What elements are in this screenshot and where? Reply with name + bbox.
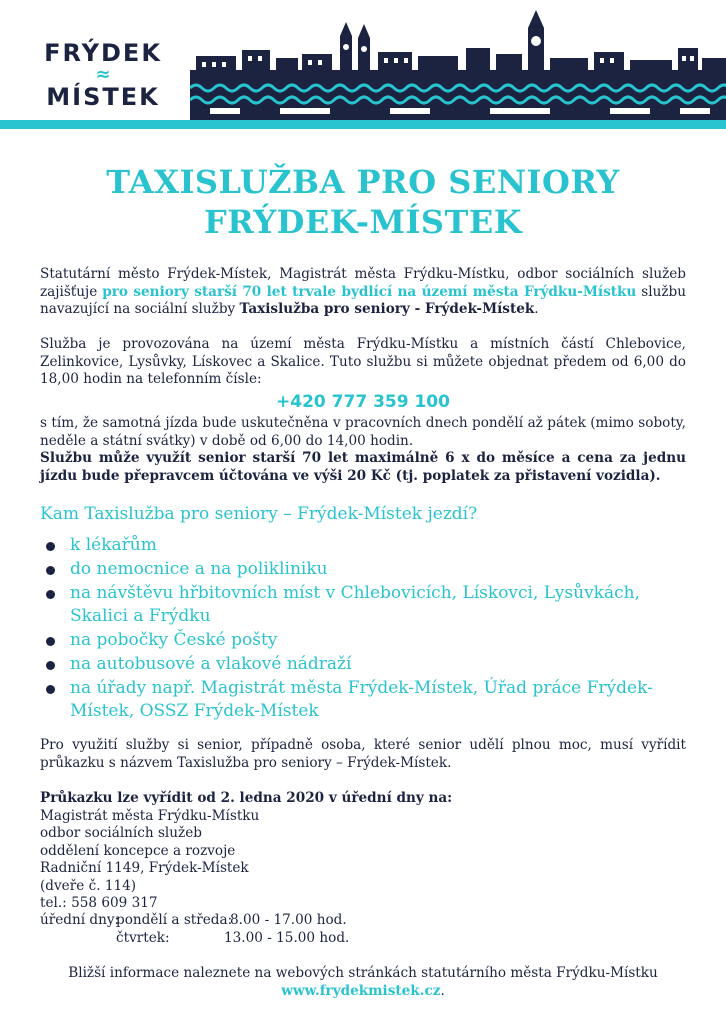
bullet-icon — [46, 542, 55, 551]
intro-text-2: službu navazující na sociální služby — [40, 283, 686, 317]
city-logo — [38, 40, 168, 110]
eligibility-highlight: pro seniory starší 70 let trvale bydlící na území města Frýdku-Místku — [102, 283, 637, 300]
list-item-text: do nemocnice a na polikliniku — [70, 559, 328, 579]
bullet-icon — [46, 566, 55, 575]
list-item-text: na úřady např. Magistrát města Frýdek-Místek, Úřad práce Frýdek-Místek, OSSZ Frýdek-Místek — [70, 678, 653, 721]
list-item-text: na autobusové a vlakové nádraží — [70, 654, 352, 674]
website-link[interactable]: www.frydekmistek.cz — [281, 983, 441, 999]
list-item-text: k lékařům — [70, 535, 157, 555]
list-item-text: na pobočky České pošty — [70, 630, 278, 650]
office-line: (dveře č. 114) — [40, 877, 137, 894]
hours-row — [40, 912, 347, 930]
phone-number: +420 777 359 100 — [276, 392, 450, 412]
office-line: oddělení koncepce a rozvoje — [40, 842, 236, 859]
hours-day: pondělí a středa: — [116, 912, 233, 928]
intro-end: . — [534, 301, 539, 317]
hours-row — [40, 929, 350, 948]
list-item-text: na návštěvu hřbitovních míst v Chlebovicích, Lískovci, Lysůvkách, Skalici a Frýdku — [70, 583, 640, 626]
bullet-icon — [46, 685, 55, 694]
footer-text: Bližší informace naleznete na webových stránkách statutárního města Frýdku-Místku — [68, 965, 658, 981]
title-line-1: TAXISLUŽBA PRO SENIORY — [106, 163, 620, 201]
page-title — [0, 162, 726, 242]
office-heading: Průkazku lze vyřídit od 2. ledna 2020 v úřední dny na: — [40, 790, 453, 806]
header — [0, 0, 726, 130]
list-item — [40, 677, 700, 723]
bullet-icon — [46, 637, 55, 646]
city-skyline-illustration — [190, 8, 726, 120]
service-area-paragraph: Služba je provozována na území města Frýdku-Místku a místních částí Chlebovice, Zelinkovice, Lysůvky, Lískovec a Skalice. Tuto službu si můžete objednat předem od 6,00 do 18,00 hodin na telefonním čísle: — [40, 336, 686, 387]
bullet-icon — [46, 661, 55, 670]
service-name: Taxislužba pro seniory - Frýdek-Místek — [239, 301, 535, 317]
footer — [0, 964, 726, 1000]
hours-label: úřední dny: — [40, 912, 120, 928]
list-item — [40, 534, 700, 557]
price-info: Službu může využít senior starší 70 let maximálně 6 x do měsíce a cena za jednu jízdu bude přepravcem účtována ve výši 20 Kč (tj. poplatek za přistavení vozidla). — [40, 450, 686, 484]
office-contact — [40, 790, 540, 913]
office-line: Radniční 1149, Frýdek-Místek — [40, 860, 249, 876]
list-item — [40, 653, 700, 676]
office-line: odbor sociálních služeb — [40, 825, 202, 841]
destinations-list — [40, 534, 700, 724]
list-item — [40, 582, 700, 628]
logo-wave: ≈ — [95, 64, 111, 85]
bullet-icon — [46, 590, 55, 599]
office-phone: tel.: 558 609 317 — [40, 895, 158, 911]
office-hours — [40, 912, 350, 947]
destinations-heading: Kam Taxislužba pro seniory – Frýdek-Místek jezdí? — [40, 504, 478, 524]
schedule-text: s tím, že samotná jízda bude uskutečněna v pracovních dnech pondělí až pátek (mimo soboty, neděle a státní svátky) v době od 6,00 do 14,00 hodin. — [40, 415, 686, 449]
office-line: Magistrát města Frýdku-Místku — [40, 807, 260, 824]
intro-paragraph — [40, 266, 686, 319]
header-accent-bar — [0, 120, 726, 129]
footer-end: . — [440, 983, 445, 999]
hours-time: 8.00 - 17.00 hod. — [230, 912, 347, 928]
intro-text: Statutární město Frýdek-Místek, Magistrát města Frýdku-Místku, odbor sociálních služeb zajišťuje — [40, 266, 686, 300]
schedule-paragraph — [40, 415, 686, 485]
title-line-2: FRÝDEK-MÍSTEK — [203, 203, 523, 241]
list-item — [40, 558, 700, 581]
card-info-paragraph: Pro využití služby si senior, případně osoba, které senior udělí plnou moc, musí vyřídit průkazku s názvem Taxislužba pro seniory – Frýdek-Místek. — [40, 737, 686, 771]
hours-day: čtvrtek: — [116, 929, 170, 946]
list-item — [40, 629, 700, 652]
logo-line-1: FRÝDEK — [44, 39, 162, 67]
logo-line-2: MÍSTEK — [46, 83, 160, 111]
hours-time: 13.00 - 15.00 hod. — [224, 929, 350, 946]
